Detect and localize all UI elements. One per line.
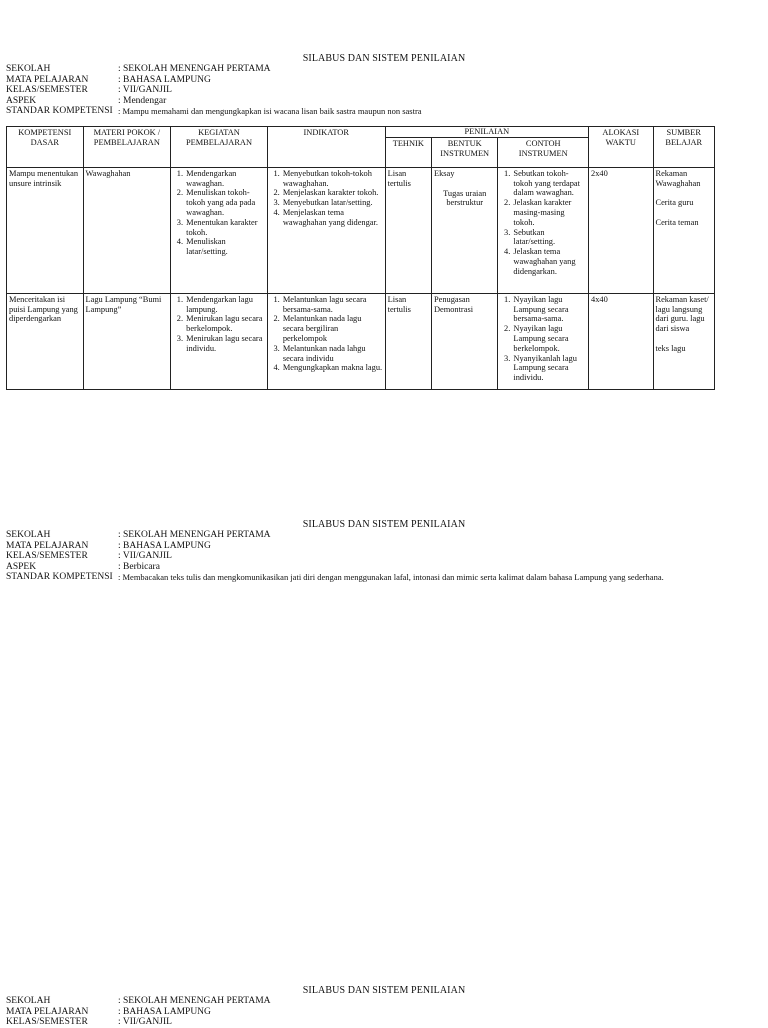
header-tehnik: TEHNIK — [385, 137, 431, 167]
meta-key: SEKOLAH — [6, 64, 51, 74]
meta-key: KELAS/SEMESTER — [6, 85, 88, 95]
meta-value: : VII/GANJIL — [118, 551, 172, 561]
cell-contoh — [498, 293, 589, 389]
header-indikator: INDIKATOR — [267, 127, 385, 168]
meta-row-kelas — [6, 551, 664, 562]
meta-key: KELAS/SEMESTER — [6, 551, 88, 561]
meta-key: MATA PELAJARAN — [6, 74, 89, 85]
meta-key: SEKOLAH — [6, 996, 51, 1006]
list-item: 1. Mendengarkan lagu lampung. — [185, 295, 265, 315]
sumber-item: Cerita guru — [655, 198, 694, 208]
syllabus-table — [6, 126, 715, 390]
header-materi-pokok: MATERI POKOK / PEMBELAJARAN — [83, 127, 171, 168]
meta-key: SEKOLAH — [6, 530, 51, 540]
meta-value: : SEKOLAH MENENGAH PERTAMA — [118, 64, 271, 74]
list-item: 4. Mengungkapkan makna lagu. — [282, 363, 383, 373]
list-item: 1. Menyebutkan tokoh-tokoh wawaghahan. — [282, 169, 383, 189]
table-header-row — [7, 127, 715, 138]
cell-sumber — [653, 293, 715, 389]
section-3-meta — [6, 996, 271, 1028]
sumber-item: Rekaman Wawaghahan — [655, 168, 701, 188]
cell-alokasi: 2x40 — [589, 167, 653, 293]
meta-row-mata-pelajaran — [6, 541, 664, 552]
meta-key: ASPEK — [6, 561, 37, 572]
header-kompetensi-dasar: KOMPETENSI DASAR — [7, 127, 84, 168]
meta-key: MATA PELAJARAN — [6, 540, 89, 551]
meta-row-standar-kompetensi — [6, 106, 422, 117]
section-2-meta — [6, 530, 664, 583]
cell-materi: Lagu Lampung “Bumi Lampung” — [83, 293, 171, 389]
meta-key: MATA PELAJARAN — [6, 1006, 89, 1017]
cell-indikator — [267, 293, 385, 389]
contoh-list — [500, 295, 586, 383]
cell-tehnik: Lisan tertulis — [385, 293, 431, 389]
list-item: 1. Nyayikan lagu Lampung secara bersama-sama. — [512, 295, 586, 324]
meta-row-aspek — [6, 96, 422, 107]
contoh-list — [500, 169, 586, 277]
list-item: 1. Sebutkan tokoh-tokoh yang terdapat dalam wawaghan. — [512, 169, 586, 198]
cell-kompetensi: Mampu menentukan unsure intrinsik — [7, 167, 84, 293]
bentuk-item: Tugas uraian berstruktur — [443, 188, 487, 208]
indikator-list — [270, 295, 383, 373]
section-2-title: SILABUS DAN SISTEM PENILAIAN — [302, 519, 466, 530]
meta-value: : BAHASA LAMPUNG — [118, 1006, 211, 1017]
kegiatan-list — [173, 169, 265, 257]
list-item: 1. Melantunkan lagu secara bersama-sama. — [282, 295, 383, 315]
table-row — [7, 167, 715, 293]
list-item: 2. Menjelaskan karakter tokoh. — [282, 188, 383, 198]
section-3-title: SILABUS DAN SISTEM PENILAIAN — [302, 985, 466, 996]
cell-kompetensi: Menceritakan isi puisi Lampung yang diperdengarkan — [7, 293, 84, 389]
meta-value: : Mendengar — [118, 95, 167, 106]
meta-value: : VII/GANJIL — [118, 1017, 172, 1027]
meta-value: : Membacakan teks tulis dan mengkomunikasikan jati diri dengan menggunakan lafal, intonasi dan mimic serta kalimat dalam bahasa Lampung yang sederhana. — [118, 572, 664, 582]
header-kegiatan: KEGIATAN PEMBELAJARAN — [171, 127, 268, 168]
list-item: 4. Menjelaskan tema wawaghahan yang didengar. — [282, 208, 383, 228]
sumber-item: Rekaman kaset/ lagu langsung dari guru. lagu dari siswa — [655, 294, 709, 334]
cell-contoh — [498, 167, 589, 293]
list-item: 3. Melantunkan nada lahgu secara individu — [282, 344, 383, 364]
cell-bentuk — [431, 293, 497, 389]
meta-key: STANDAR KOMPETENSI — [6, 572, 113, 582]
cell-tehnik: Lisan tertulis — [385, 167, 431, 293]
section-1-title: SILABUS DAN SISTEM PENILAIAN — [302, 53, 466, 64]
cell-indikator — [267, 167, 385, 293]
header-contoh-instrumen: CONTOH INSTRUMEN — [498, 137, 589, 167]
list-item: 3. Nyanyikanlah lagu Lampung secara individu. — [512, 354, 586, 383]
cell-sumber — [653, 167, 715, 293]
list-item: 3. Menirukan lagu secara individu. — [185, 334, 265, 354]
list-item: 2. Jelaskan karakter masing-masing tokoh. — [512, 198, 586, 227]
sumber-item: teks lagu — [655, 343, 686, 353]
table-row — [7, 293, 715, 389]
meta-key: STANDAR KOMPETENSI — [6, 106, 113, 116]
cell-kegiatan — [171, 293, 268, 389]
meta-value: : BAHASA LAMPUNG — [118, 540, 211, 551]
meta-value: : SEKOLAH MENENGAH PERTAMA — [118, 996, 271, 1006]
meta-row-sekolah — [6, 996, 271, 1007]
list-item: 2. Nyayikan lagu Lampung secara berkelompok. — [512, 324, 586, 353]
cell-kegiatan — [171, 167, 268, 293]
list-item: 3. Menentukan karakter tokoh. — [185, 218, 265, 238]
meta-row-kelas — [6, 85, 422, 96]
list-item: 4. Jelaskan tema wawaghahan yang didengarkan. — [512, 247, 586, 276]
list-item: 2. Menuliskan tokoh-tokoh yang ada pada wawaghan. — [185, 188, 265, 217]
cell-alokasi: 4x40 — [589, 293, 653, 389]
bentuk-item: Eksay — [433, 168, 455, 178]
list-item: 1. Mendengarkan wawaghan. — [185, 169, 265, 189]
meta-value: : Mampu memahami dan mengungkapkan isi wacana lisan baik sastra maupun non sastra — [118, 106, 422, 116]
meta-value: : SEKOLAH MENENGAH PERTAMA — [118, 530, 271, 540]
meta-row-standar-kompetensi — [6, 572, 664, 583]
bentuk-item: Penugasan Demontrasi — [433, 294, 474, 314]
meta-value: : Berbicara — [118, 561, 160, 572]
list-item: 2. Menirukan lagu secara berkelompok. — [185, 314, 265, 334]
header-alokasi-waktu: ALOKASI WAKTU — [589, 127, 653, 168]
meta-row-sekolah — [6, 530, 664, 541]
cell-bentuk — [431, 167, 497, 293]
list-item: 3. Menyebutkan latar/setting. — [282, 198, 383, 208]
sumber-item: Cerita teman — [655, 218, 699, 228]
meta-key: ASPEK — [6, 95, 37, 106]
meta-row-mata-pelajaran — [6, 1007, 271, 1018]
section-1-meta — [6, 64, 422, 117]
list-item: 3. Sebutkan latar/setting. — [512, 228, 586, 248]
meta-value: : VII/GANJIL — [118, 85, 172, 95]
indikator-list — [270, 169, 383, 228]
header-sumber-belajar: SUMBER BELAJAR — [653, 127, 715, 168]
meta-value: : BAHASA LAMPUNG — [118, 74, 211, 85]
list-item: 2. Melantunkan nada lagu secara bergiliran perkelompok — [282, 314, 383, 343]
meta-row-mata-pelajaran — [6, 75, 422, 86]
meta-key: KELAS/SEMESTER — [6, 1017, 88, 1027]
meta-row-aspek — [6, 562, 664, 573]
header-penilaian: PENILAIAN — [385, 127, 588, 138]
cell-materi: Wawaghahan — [83, 167, 171, 293]
header-bentuk-instrumen: BENTUK INSTRUMEN — [431, 137, 497, 167]
list-item: 4. Menuliskan latar/setting. — [185, 237, 265, 257]
meta-row-kelas — [6, 1017, 271, 1028]
kegiatan-list — [173, 295, 265, 354]
meta-row-sekolah — [6, 64, 422, 75]
